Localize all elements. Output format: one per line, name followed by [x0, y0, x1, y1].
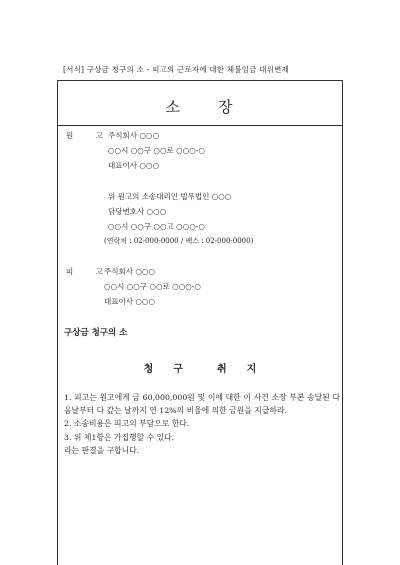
defendant-label: 피 고 — [66, 267, 113, 276]
title-char: 장 — [218, 98, 235, 116]
counsel-lawyer: 담당변호사 ○○○ — [108, 207, 167, 216]
claim-item: 1. 피고는 원고에게 금 60,000,000원 및 이에 대한 이 사건 소장 부본 송달된 다음날부터 다 갚는 날까지 연 12%의 비율에 의한 금원을 지급하라. — [64, 393, 340, 416]
counsel-intro: 위 원고의 소송대리인 법무법인 ○○○ — [108, 192, 232, 201]
title-char: 소 — [165, 98, 182, 116]
claim-title-char: 청 — [143, 364, 154, 375]
plaintiff-address: ○○시 ○○구 ○○로 ○○○-○ — [108, 146, 205, 155]
claim-title-char: 구 — [173, 364, 183, 375]
claim-title — [0, 360, 400, 375]
plaintiff-representative: 대표이사 ○○○ — [108, 161, 159, 170]
counsel-address: ○○시 ○○구 ○○고 ○○○-○ — [108, 222, 205, 231]
claim-title-char: 지 — [246, 364, 257, 375]
claim-item: 2. 소송비용은 피고의 부담으로 한다. — [64, 419, 190, 429]
defendant-address: ○○시 ○○구 ○○로 ○○○-○ — [104, 282, 201, 291]
claim-title-char: 취 — [217, 364, 227, 375]
plaintiff-label: 원 고 — [66, 131, 113, 140]
claims-list — [64, 391, 340, 457]
plaintiff-name: 주식회사 ○○○ — [108, 131, 159, 140]
claim-item: 3. 위 제1항은 가집행할 수 있다. — [64, 432, 175, 442]
defendant-representative: 대표이사 ○○○ — [104, 297, 155, 306]
document-title — [0, 96, 400, 117]
document-header: [서식] 구상금 청구의 소 - 피고의 근로자에 대한 체불임금 대위변제 — [63, 65, 289, 74]
case-name: 구상금 청구의 소 — [64, 328, 128, 338]
claim-conclusion: 라는 판결을 구합니다. — [64, 445, 140, 455]
defendant-name: 주식회사 ○○○ — [104, 267, 155, 276]
counsel-contact: (연락처 : 02-000-0000 / 팩스 : 02-000-0000) — [104, 237, 254, 245]
title-divider — [57, 125, 343, 126]
